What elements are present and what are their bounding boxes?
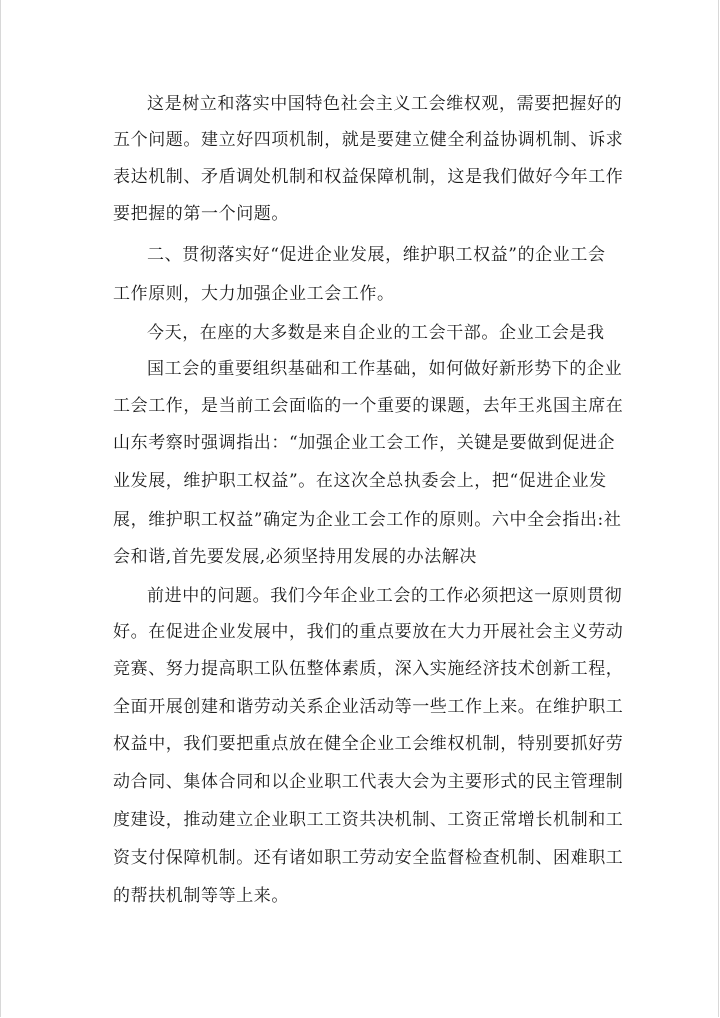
text-line: 这是树立和落实中国特色社会主义工会维权观，需要把握好的 <box>147 94 623 114</box>
text-line: 工会工作，是当前工会面临的一个重要的课题，去年王兆国主席在 <box>113 396 624 416</box>
text-line: 业发展，维护职工权益”。在这次全总执委会上，把“促进企业发 <box>113 471 607 491</box>
text-line: 度建设，推动建立企业职工工资共决机制、工资正常增长机制和工 <box>113 810 624 830</box>
text-line: 动合同、集体合同和以企业职工代表大会为主要形式的民主管理制 <box>113 772 624 792</box>
text-line: 竞赛、努力提高职工队伍整体素质，深入实施经济技术创新工程， <box>113 659 624 679</box>
text-line: 的帮扶机制等等上来。 <box>113 886 289 906</box>
text-line: 五个问题。建立好四项机制，就是要建立健全利益协调机制、诉求 <box>113 130 624 150</box>
text-line: 前进中的问题。我们今年企业工会的工作必须把这一原则贯彻 <box>147 586 623 606</box>
text-line: 工作原则，大力加强企业工会工作。 <box>113 284 395 304</box>
text-line: 表达机制、矛盾调处机制和权益保障机制，这是我们做好今年工作 <box>113 167 624 187</box>
text-line: 好。在促进企业发展中，我们的重点要放在大力开展社会主义劳动 <box>113 622 624 642</box>
text-line: 山东考察时强调指出：“加强企业工会工作，关键是要做到促进企 <box>113 433 616 453</box>
text-line: 资支付保障机制。还有诸如职工劳动安全监督检查机制、困难职工 <box>113 848 624 868</box>
text-line: 今天，在座的大多数是来自企业的工会干部。企业工会是我 <box>147 323 605 343</box>
text-line: 国工会的重要组织基础和工作基础，如何做好新形势下的企业 <box>147 359 623 379</box>
text-line: 权益中，我们要把重点放在健全企业工会维权机制，特别要抓好劳 <box>113 734 624 754</box>
text-line: 展，维护职工权益”确定为企业工会工作的原则。六中全会指出:社 <box>113 510 622 530</box>
text-line: 二、贯彻落实好“促进企业发展，维护职工权益”的企业工会 <box>147 245 606 265</box>
text-line: 要把握的第一个问题。 <box>113 204 289 224</box>
text-line: 全面开展创建和谐劳动关系企业活动等一些工作上来。在维护职工 <box>113 697 624 717</box>
text-line: 会和谐,首先要发展,必须坚持用发展的办法解决 <box>113 547 478 567</box>
